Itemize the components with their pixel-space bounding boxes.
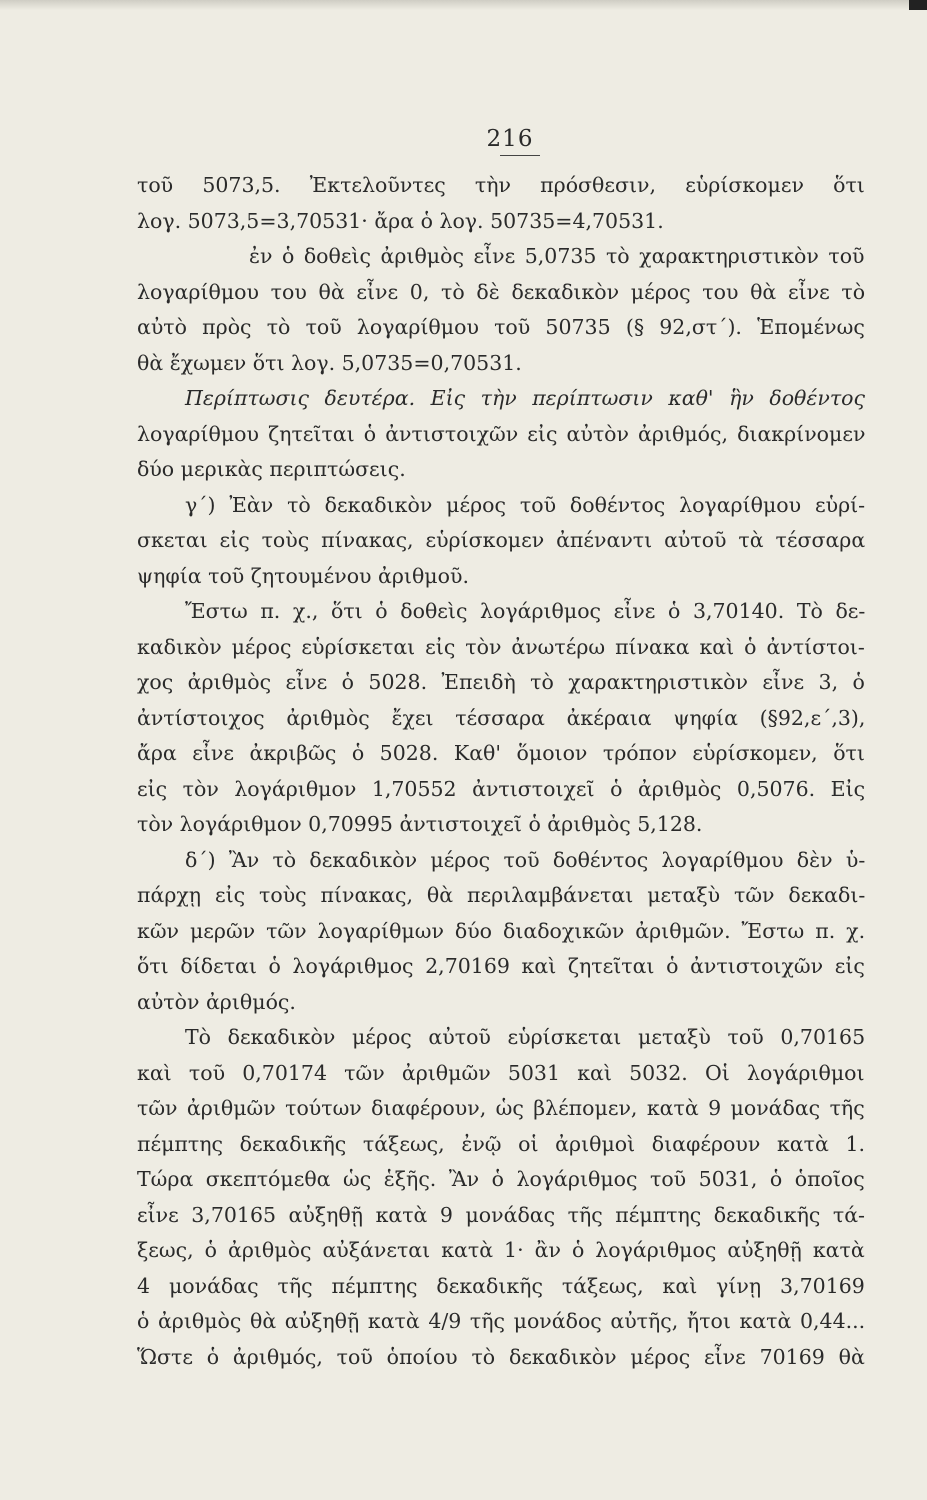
text-line: δύο μερικὰς περιπτώσεις.: [137, 457, 406, 481]
text-line: αὐτὸ πρὸς τὸ τοῦ λογαρίθμου τοῦ 50735 (§ 92,στ΄). Ἑπομένως: [137, 315, 865, 339]
text-line: πέμπτης δεκαδικῆς τάξεως, ἐνῷ οἱ ἀριθμοὶ διαφέρουν κατὰ 1.: [137, 1131, 865, 1156]
text-line: τοῦ 5073,5. Ἐκτελοῦντες τὴν πρόσθεσιν, εὑρίσκομεν ὅτι: [137, 173, 865, 197]
text-line: λογαρίθμου ζητεῖται ὁ ἀντιστοιχῶν εἰς αὐτὸν ἀριθμός, διακρίνομεν: [137, 421, 865, 446]
text-line: χος ἀριθμὸς εἶνε ὁ 5028. Ἐπειδὴ τὸ χαρακτηριστικὸν εἶνε 3, ὁ: [137, 670, 865, 694]
text-line: Τὸ δεκαδικὸν μέρος αὐτοῦ εὑρίσκεται μεταξὺ τοῦ 0,70165: [185, 1025, 865, 1049]
text-line: Τώρα σκεπτόμεθα ὡς ἑξῆς. Ἂν ὁ λογάριθμος τοῦ 5031, ὁ ὁποῖος: [137, 1167, 865, 1191]
text-line: ὁ ἀριθμὸς θὰ αὐξηθῇ κατὰ 4/9 τῆς μονάδος αὐτῆς, ἤτοι κατὰ 0,44...: [137, 1309, 865, 1333]
text-body: [137, 168, 865, 1375]
text-line: ἄρα εἶνε ἀκριβῶς ὁ 5028. Καθ' ὅμοιον τρόπον εὑρίσκομεν, ὅτι: [137, 741, 865, 765]
text-line: σκεται εἰς τοὺς πίνακας, εὑρίσκομεν ἀπέναντι αὐτοῦ τὰ τέσσαρα: [137, 528, 865, 552]
text-line: αὐτὸν ἀριθμός.: [137, 989, 296, 1014]
page-top-edge: [0, 0, 927, 10]
text-line: ξεως, ὁ ἀριθμὸς αὐξάνεται κατὰ 1· ἂν ὁ λογάριθμος αὐξηθῇ κατὰ: [137, 1238, 865, 1262]
text-line: ἀντίστοιχος ἀριθμὸς ἔχει τέσσαρα ἀκέραια ψηφία (§92,ε΄,3),: [137, 705, 865, 730]
page-corner-mark: [909, 0, 927, 10]
text-line: κῶν μερῶν τῶν λογαρίθμων δύο διαδοχικῶν ἀριθμῶν. Ἔστω π. χ.: [137, 918, 865, 943]
text-line: θὰ ἔχωμεν ὅτι λογ. 5,0735=0,70531.: [137, 350, 522, 375]
text-line: εἶνε 3,70165 αὐξηθῇ κατὰ 9 μονάδας τῆς πέμπτης δεκαδικῆς τά-: [137, 1202, 865, 1227]
text-line: πάρχῃ εἰς τοὺς πίνακας, θὰ περιλαμβάνεται μεταξὺ τῶν δεκαδι-: [137, 883, 865, 907]
text-line: Ἔστω π. χ., ὅτι ὁ δοθεὶς λογάριθμος εἶνε ὁ 3,70140. Τὸ δε-: [185, 599, 865, 623]
text-line: Περίπτωσις δευτέρα. Εἰς τὴν περίπτωσιν καθ' ἣν δοθέντος: [185, 386, 865, 410]
text-line: τὸν λογάριθμον 0,70995 ἀντιστοιχεῖ ὁ ἀριθμὸς 5,128.: [137, 812, 703, 836]
text-line: λογαρίθμου του θὰ εἶνε 0, τὸ δὲ δεκαδικὸν μέρος του θὰ εἶνε τὸ: [137, 279, 865, 304]
page-number-rule: [500, 155, 540, 156]
text-line: δ΄) Ἂν τὸ δεκαδικὸν μέρος τοῦ δοθέντος λογαρίθμου δὲν ὑ-: [185, 847, 865, 872]
text-line: 4 μονάδας τῆς πέμπτης δεκαδικῆς τάξεως, καὶ γίνῃ 3,70169: [137, 1273, 865, 1298]
text-line: καὶ τοῦ 0,70174 τῶν ἀριθμῶν 5031 καὶ 5032. Οἱ λογάριθμοι: [137, 1060, 865, 1085]
text-line: ἐν ὁ δοθεὶς ἀριθμὸς εἶνε 5,0735 τὸ χαρακτηριστικὸν τοῦ: [249, 244, 865, 268]
text-line: καδικὸν μέρος εὑρίσκεται εἰς τὸν ἀνωτέρω πίνακα καὶ ὁ ἀντίστοι-: [137, 634, 865, 659]
page-number: 216: [486, 126, 534, 152]
text-line: Ὥστε ὁ ἀριθμός, τοῦ ὁποίου τὸ δεκαδικὸν μέρος εἶνε 70169 θὰ: [137, 1344, 865, 1369]
text-line: εἰς τὸν λογάριθμον 1,70552 ἀντιστοιχεῖ ὁ ἀριθμὸς 0,5076. Εἰς: [137, 776, 865, 801]
text-line: γ΄) Ἐὰν τὸ δεκαδικὸν μέρος τοῦ δοθέντος λογαρίθμου εὑρί-: [185, 492, 865, 517]
text-line: τῶν ἀριθμῶν τούτων διαφέρουν, ὡς βλέπομεν, κατὰ 9 μονάδας τῆς: [137, 1096, 865, 1120]
text-line: ὅτι δίδεται ὁ λογάριθμος 2,70169 καὶ ζητεῖται ὁ ἀντιστοιχῶν εἰς: [137, 954, 865, 978]
text-line: λογ. 5073,5=3,70531· ἄρα ὁ λογ. 50735=4,70531.: [137, 208, 664, 233]
text-line: ψηφία τοῦ ζητουμένου ἀριθμοῦ.: [137, 563, 469, 588]
